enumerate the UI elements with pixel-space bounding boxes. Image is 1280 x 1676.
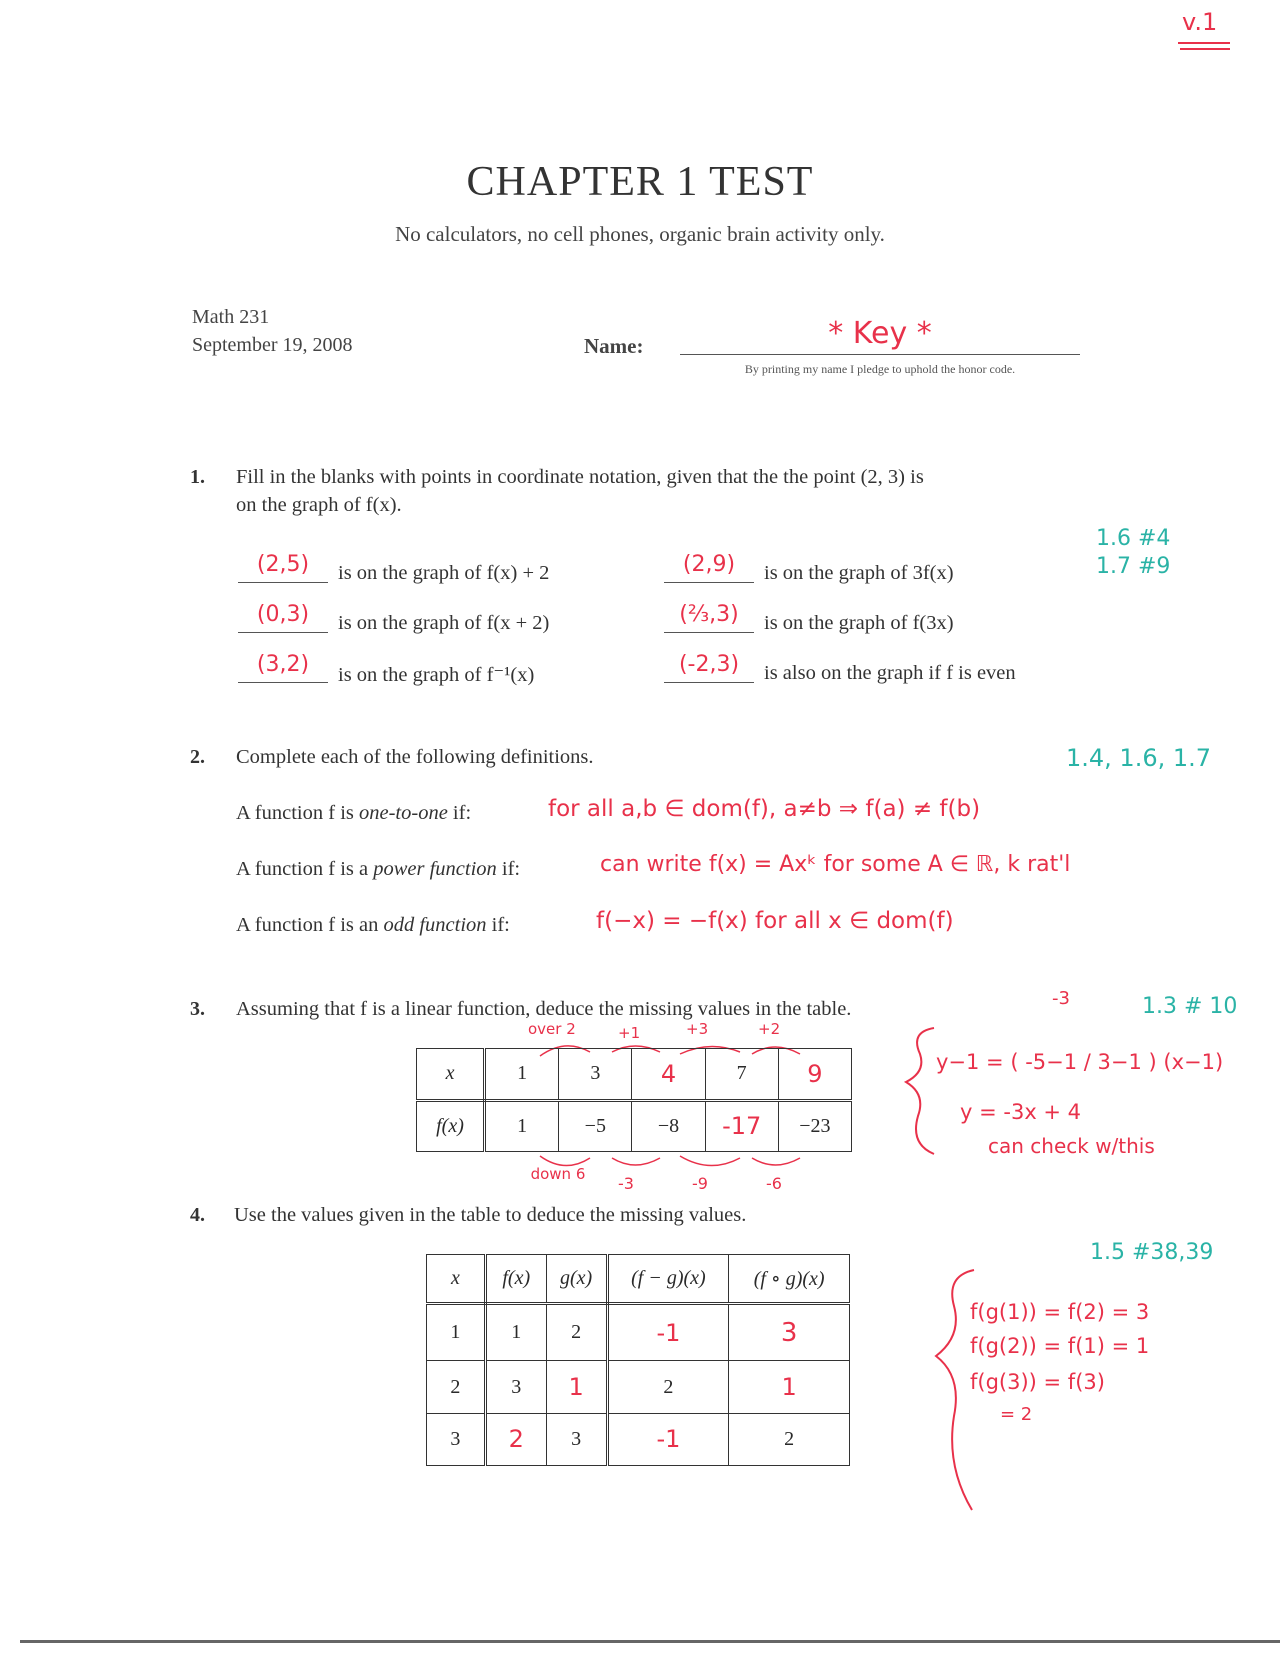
q1-blank-left-2[interactable]: (0,3): [238, 602, 328, 633]
q1-text-right-3: is also on the graph if f is even: [764, 662, 1016, 684]
q3-fx-5: −23: [778, 1100, 851, 1152]
q1-text-left-2: is on the graph of f(x + 2): [338, 612, 550, 634]
q4-r2-gx[interactable]: 1: [546, 1361, 607, 1413]
q1-blank-right-1[interactable]: (2,9): [664, 552, 754, 583]
q3-x-label: x: [417, 1049, 485, 1101]
q4-table: [426, 1254, 850, 1466]
q4-r2-x: 2: [427, 1361, 486, 1413]
q3-down-note-3: -9: [692, 1174, 708, 1193]
q3-number: 3.: [190, 998, 205, 1020]
q2-def3-prefix: [236, 914, 510, 937]
q4-r2-fcompg[interactable]: 1: [729, 1361, 850, 1413]
q3-work-line2: y = -3x + 4: [960, 1100, 1082, 1124]
q1-blank-right-2[interactable]: (⅔,3): [664, 602, 754, 633]
q1-text-line1: Fill in the blanks with points in coordinate notation, given that the the point (2, 3) is: [236, 466, 924, 488]
q3-x-2: 3: [559, 1049, 632, 1101]
q4-r1-fx: 1: [485, 1303, 546, 1361]
q2-def3-suffix: if:: [491, 914, 510, 936]
course-label: Math 231: [192, 306, 270, 328]
q1-text-left-3: is on the graph of f⁻¹(x): [338, 664, 535, 686]
q3-x-3[interactable]: 4: [632, 1049, 705, 1101]
scan-edge-line: [20, 1640, 1280, 1643]
q1-blank-left-1[interactable]: (2,5): [238, 552, 328, 583]
q3-fx-1: 1: [485, 1100, 559, 1152]
page-title: CHAPTER 1 TEST: [466, 159, 814, 205]
q3-down-note-4: -6: [766, 1174, 782, 1193]
q2-def3-prefix-text: A function f is an: [236, 914, 379, 936]
q1-ref-2: 1.7 #9: [1096, 554, 1171, 579]
q4-header-row: [427, 1255, 850, 1304]
q4-row-2: [427, 1361, 850, 1413]
q4-r3-fcompg: 2: [729, 1413, 850, 1465]
q3-work-brace: [900, 1024, 940, 1160]
q4-row-3: [427, 1413, 850, 1465]
q1-text-right-2: is on the graph of f(3x): [764, 612, 954, 634]
q3-work-line3: can check w/this: [988, 1134, 1155, 1158]
q4-ref: 1.5 #38,39: [1090, 1240, 1214, 1265]
q4-work-line4: = 2: [1000, 1404, 1033, 1425]
q2-def2-prefix: [236, 858, 520, 881]
q3-table: [416, 1048, 852, 1152]
q3-row-fx: [417, 1100, 852, 1152]
q3-over-note-4: +2: [758, 1020, 781, 1038]
q4-work-line3: f(g(3)) = f(3): [970, 1370, 1105, 1394]
q3-fx-3: −8: [632, 1100, 705, 1152]
q4-row-1: [427, 1303, 850, 1361]
q1-blank-left-3[interactable]: (3,2): [238, 652, 328, 683]
q4-r1-x: 1: [427, 1303, 486, 1361]
q1-text-left-1: is on the graph of f(x) + 2: [338, 562, 550, 584]
q4-r1-gx: 2: [546, 1303, 607, 1361]
q2-def1-prefix: [236, 802, 471, 825]
q2-ref: 1.4, 1.6, 1.7: [1066, 744, 1212, 772]
q1-text-right-1: is on the graph of 3f(x): [764, 562, 954, 584]
q4-r3-fx[interactable]: 2: [485, 1413, 546, 1465]
q4-work-line2: f(g(2)) = f(1) = 1: [970, 1334, 1150, 1358]
q4-header-fminusg: (f − g)(x): [607, 1255, 729, 1304]
q4-r3-x: 3: [427, 1413, 486, 1465]
q4-header-fx: f(x): [485, 1255, 546, 1304]
date-label: September 19, 2008: [192, 334, 353, 356]
q3-over-note-3: +3: [686, 1020, 709, 1038]
q4-r2-fx: 3: [485, 1361, 546, 1413]
version-underline-2: [1180, 48, 1230, 50]
q4-header-fcompg: (f ∘ g)(x): [729, 1255, 850, 1304]
q3-x-5[interactable]: 9: [778, 1049, 851, 1101]
q4-number: 4.: [190, 1204, 205, 1226]
q3-over-note-2: +1: [618, 1024, 641, 1042]
q3-fx-label: f(x): [417, 1100, 485, 1152]
q4-work-line1: f(g(1)) = f(2) = 3: [970, 1300, 1150, 1324]
q4-header-x: x: [427, 1255, 486, 1304]
q4-r2-fminusg: 2: [607, 1361, 729, 1413]
q2-number: 2.: [190, 746, 205, 768]
q3-down-note-1: down 6: [530, 1165, 586, 1183]
subtitle: No calculators, no cell phones, organic brain activity only.: [395, 222, 885, 246]
q3-over-note-1: over 2: [528, 1020, 576, 1038]
q4-header-gx: g(x): [546, 1255, 607, 1304]
q2-def2-suffix: if:: [501, 858, 521, 880]
q3-work-line1: y−1 = ( -5−1 / 3−1 ) (x−1): [936, 1050, 1224, 1074]
q3-row-x: [417, 1049, 852, 1101]
q1-number: 1.: [190, 466, 205, 488]
q2-def3-answer[interactable]: f(−x) = −f(x) for all x ∈ dom(f): [596, 908, 954, 934]
name-field[interactable]: * Key *: [680, 316, 1080, 355]
q2-def2-answer[interactable]: can write f(x) = Axᵏ for some A ∈ ℝ, k rat'l: [600, 852, 1071, 877]
q2-def1-answer[interactable]: for all a,b ∈ dom(f), a≠b ⇒ f(a) ≠ f(b): [548, 796, 981, 822]
q3-slope-note: -3: [1052, 988, 1070, 1009]
q2-def1-prefix-text: A function f is: [236, 802, 354, 824]
q3-text: Assuming that f is a linear function, deduce the missing values in the table.: [236, 998, 852, 1020]
q2-text: Complete each of the following definitions.: [236, 746, 594, 768]
q1-text-line2: on the graph of f(x).: [236, 494, 402, 516]
q2-def1-suffix: if:: [452, 802, 472, 824]
q4-r3-fminusg[interactable]: -1: [607, 1413, 729, 1465]
version-underline: [1178, 42, 1230, 44]
q3-down-note-2: -3: [618, 1174, 634, 1193]
q3-ref: 1.3 # 10: [1142, 994, 1238, 1019]
q3-fx-2: −5: [559, 1100, 632, 1152]
q1-blank-right-3[interactable]: (-2,3): [664, 652, 754, 683]
q3-fx-4[interactable]: -17: [705, 1100, 778, 1152]
q2-def2-prefix-text: A function f is a: [236, 858, 369, 880]
q2-def2-term: power function: [373, 858, 497, 880]
name-label: Name:: [584, 334, 644, 358]
q4-r3-gx: 3: [546, 1413, 607, 1465]
q2-def1-term: one-to-one: [359, 802, 448, 824]
q4-text: Use the values given in the table to deduce the missing values.: [234, 1204, 747, 1226]
honor-pledge: By printing my name I pledge to uphold the honor code.: [744, 362, 1016, 376]
q2-def3-term: odd function: [383, 914, 487, 936]
q3-x-1: 1: [485, 1049, 559, 1101]
q4-r1-fminusg[interactable]: -1: [607, 1303, 729, 1361]
version-mark: v.1: [1182, 8, 1218, 36]
q3-x-4: 7: [705, 1049, 778, 1101]
q1-ref-1: 1.6 #4: [1096, 526, 1171, 551]
q4-r1-fcompg[interactable]: 3: [729, 1303, 850, 1361]
